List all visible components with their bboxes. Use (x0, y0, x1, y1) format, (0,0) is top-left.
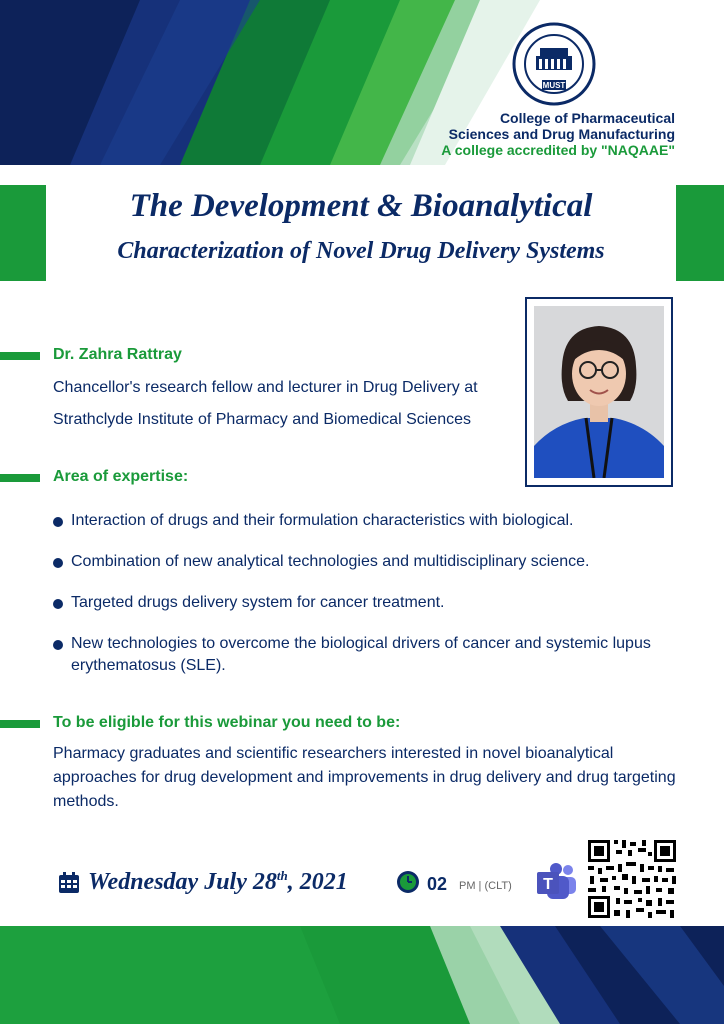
expertise-list (53, 510, 683, 696)
bottom-banner-graphic (0, 926, 724, 1024)
college-block (420, 110, 675, 158)
eligibility-text: Pharmacy graduates and scientific researchers interested in novel bioanalytical approaches for drug development and improvements in drug delivery and drug targeting methods. (53, 745, 676, 810)
bullet-icon (53, 558, 63, 568)
college-name-line2: Sciences and Drug Manufacturing (448, 126, 675, 142)
event-time: 02 (427, 874, 448, 894)
expertise-item-text: New technologies to overcome the biological drivers of cancer and systemic lupus erythematosus (SLE). (71, 635, 651, 674)
expertise-item-text: Targeted drugs delivery system for cancer treatment. (71, 594, 445, 611)
speaker-name: Dr. Zahra Rattray (53, 346, 182, 363)
speaker-photo (534, 306, 664, 478)
eligibility-heading: To be eligible for this webinar you need to be: (53, 714, 401, 731)
svg-text:T: T (543, 876, 553, 893)
speaker-dash (0, 352, 40, 360)
eligibility-dash (0, 720, 40, 728)
page-subtitle: Characterization of Novel Drug Delivery Systems (117, 238, 605, 264)
qr-code[interactable] (586, 838, 678, 920)
expertise-item-text: Interaction of drugs and their formulation characteristics with biological. (71, 512, 574, 529)
speaker-role-line2: Strathclyde Institute of Pharmacy and Biomedical Sciences (53, 411, 471, 428)
bullet-icon (53, 599, 63, 609)
teams-icon (535, 860, 579, 904)
expertise-dash (0, 474, 40, 482)
expertise-heading: Area of expertise: (53, 468, 189, 485)
university-logo (512, 22, 596, 106)
speaker-role-line1: Chancellor's research fellow and lecturer in Drug Delivery at (53, 379, 478, 396)
list-item (53, 510, 683, 532)
top-banner (0, 0, 724, 165)
bottom-banner (0, 926, 724, 1024)
calendar-icon (58, 872, 80, 894)
event-date-prefix: Wednesday July 28 (88, 869, 277, 895)
page-title: The Development & Bioanalytical (129, 188, 593, 224)
bullet-icon (53, 640, 63, 650)
speaker-photo-frame (525, 297, 673, 487)
event-date-year: , 2021 (287, 869, 348, 895)
event-time-unit: PM | (CLT) (459, 880, 512, 892)
title-accent-left (0, 185, 46, 281)
expertise-item-text: Combination of new analytical technologies and multidisciplinary science. (71, 553, 590, 570)
list-item (53, 551, 683, 573)
bullet-icon (53, 517, 63, 527)
title-accent-right (676, 185, 724, 281)
list-item (53, 633, 683, 677)
college-name-line1: College of Pharmaceutical (499, 110, 675, 126)
list-item (53, 592, 683, 614)
event-date-suffix: th (276, 868, 288, 883)
college-accreditation: A college accredited by "NAQAAE" (441, 142, 675, 158)
logo-abbr: MUST (542, 81, 566, 90)
speaker-title (53, 372, 523, 436)
event-date (88, 868, 348, 896)
clock-icon (396, 870, 420, 894)
